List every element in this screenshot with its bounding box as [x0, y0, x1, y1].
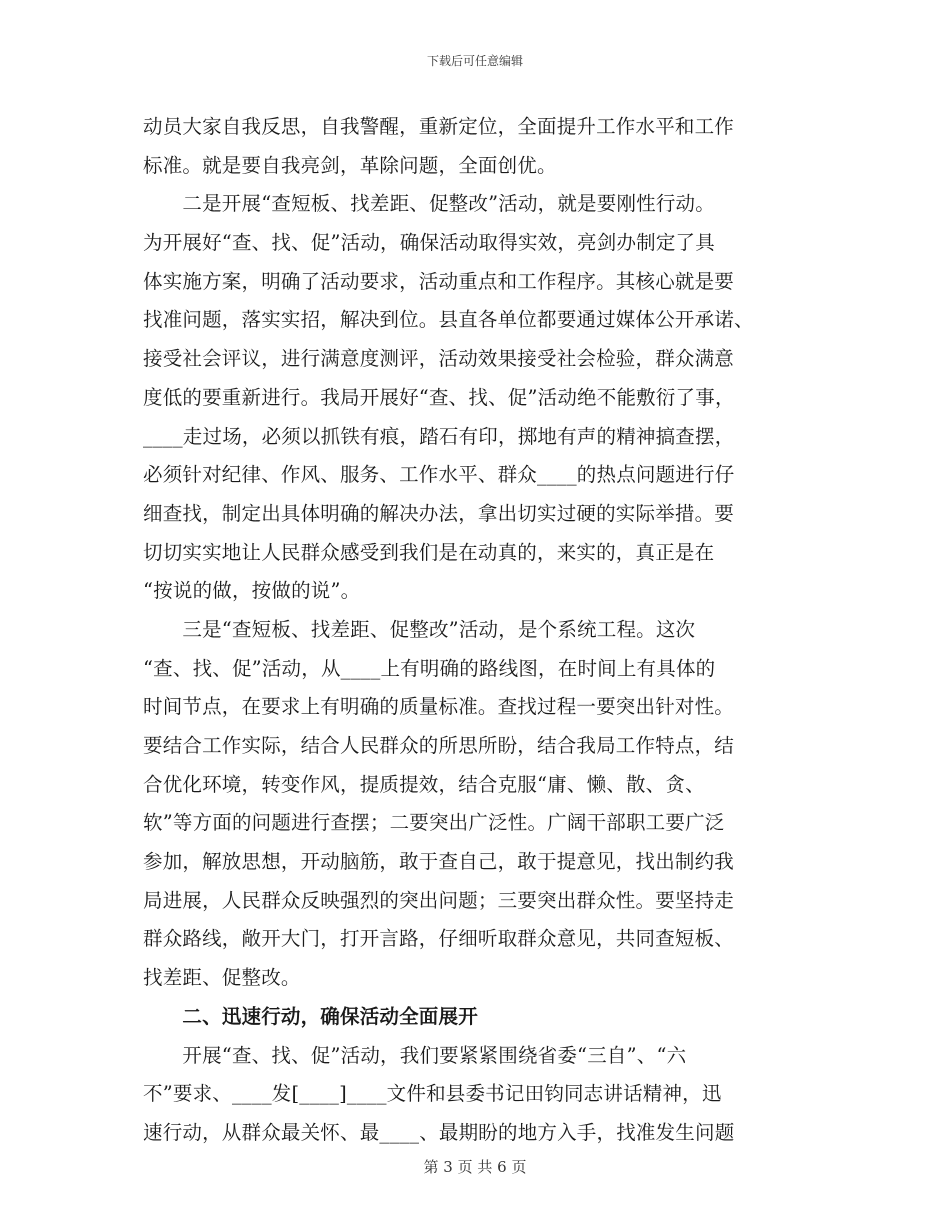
text-line: 速行动，从群众最关怀、最____、最期盼的地方入手，找准发生问题 — [143, 1120, 735, 1144]
text-line: 切切实实地让人民群众感受到我们是在动真的，来实的，真正是在 — [143, 540, 715, 564]
paragraph-start-line: 三是“查短板、找差距、促整改”活动，是个系统工程。这次 — [143, 617, 696, 641]
text-line: 细查找，制定出具体明确的解决办法，拿出切实过硬的实际举措。要 — [143, 501, 735, 525]
text-line: 不”要求、____发[____]____文件和县委书记田钧同志讲话精神，迅 — [143, 1082, 722, 1106]
text-line: 找差距、促整改。 — [143, 966, 301, 990]
text-line: “按说的做，按做的说”。 — [143, 579, 361, 603]
page-header: 下载后可任意编辑 — [426, 54, 523, 68]
section-heading: 二、迅速行动，确保活动全面展开 — [143, 1004, 478, 1028]
text-line: “查、找、促”活动，从____上有明确的路线图，在时间上有具体的 — [143, 656, 716, 680]
text-line: ____走过场，必须以抓铁有痕，踏石有印，掷地有声的精神搞查摆， — [143, 424, 735, 448]
text-line: 接受社会评议，进行满意度测评，活动效果接受社会检验，群众满意 — [143, 347, 735, 371]
text-line: 合优化环境，转变作风，提质提效，结合克服“庸、懒、散、贪、 — [143, 772, 705, 796]
text-line: 软”等方面的问题进行查摆；二要突出广泛性。广阔干部职工要广泛 — [143, 811, 725, 835]
text-line: 标准。就是要自我亮剑，革除问题，全面创优。 — [143, 153, 557, 177]
text-line: 时间节点，在要求上有明确的质量标准。查找过程一要突出针对性。 — [143, 695, 735, 719]
text-line: 局进展，人民群众反映强烈的突出问题；三要突出群众性。要坚持走 — [143, 888, 735, 912]
document-body — [143, 108, 805, 1153]
page-number-footer: 第 3 页 共 6 页 — [423, 1158, 527, 1176]
text-line: 群众路线，敞开大门，打开言路，仔细听取群众意见，共同查短板、 — [143, 927, 735, 951]
paragraph-start-line: 二是开展“查短板、找差距、促整改”活动，就是要刚性行动。 — [143, 192, 715, 216]
text-line: 必须针对纪律、作风、服务、工作水平、群众____的热点问题进行仔 — [143, 463, 735, 487]
text-line: 参加，解放思想，开动脑筋，敢于查自己，敢于提意见，找出制约我 — [143, 850, 735, 874]
text-line: 度低的要重新进行。我局开展好“查、找、促”活动绝不能敷衍了事， — [143, 385, 735, 409]
text-line: 动员大家自我反思，自我警醒，重新定位，全面提升工作水平和工作 — [143, 115, 735, 138]
text-line: 要结合工作实际，结合人民群众的所思所盼，结合我局工作特点，结 — [143, 734, 735, 757]
text-line: 为开展好“查、找、促”活动，确保活动取得实效，亮剑办制定了具 — [143, 231, 715, 255]
paragraph-start-line: 开展“查、找、促”活动，我们要紧紧围绕省委“三自”、“六 — [143, 1043, 687, 1067]
text-line: 找准问题，落实实招，解决到位。县直各单位都要通过媒体公开承诺、 — [143, 308, 754, 332]
text-line: 体实施方案，明确了活动要求，活动重点和工作程序。其核心就是要 — [143, 269, 735, 293]
